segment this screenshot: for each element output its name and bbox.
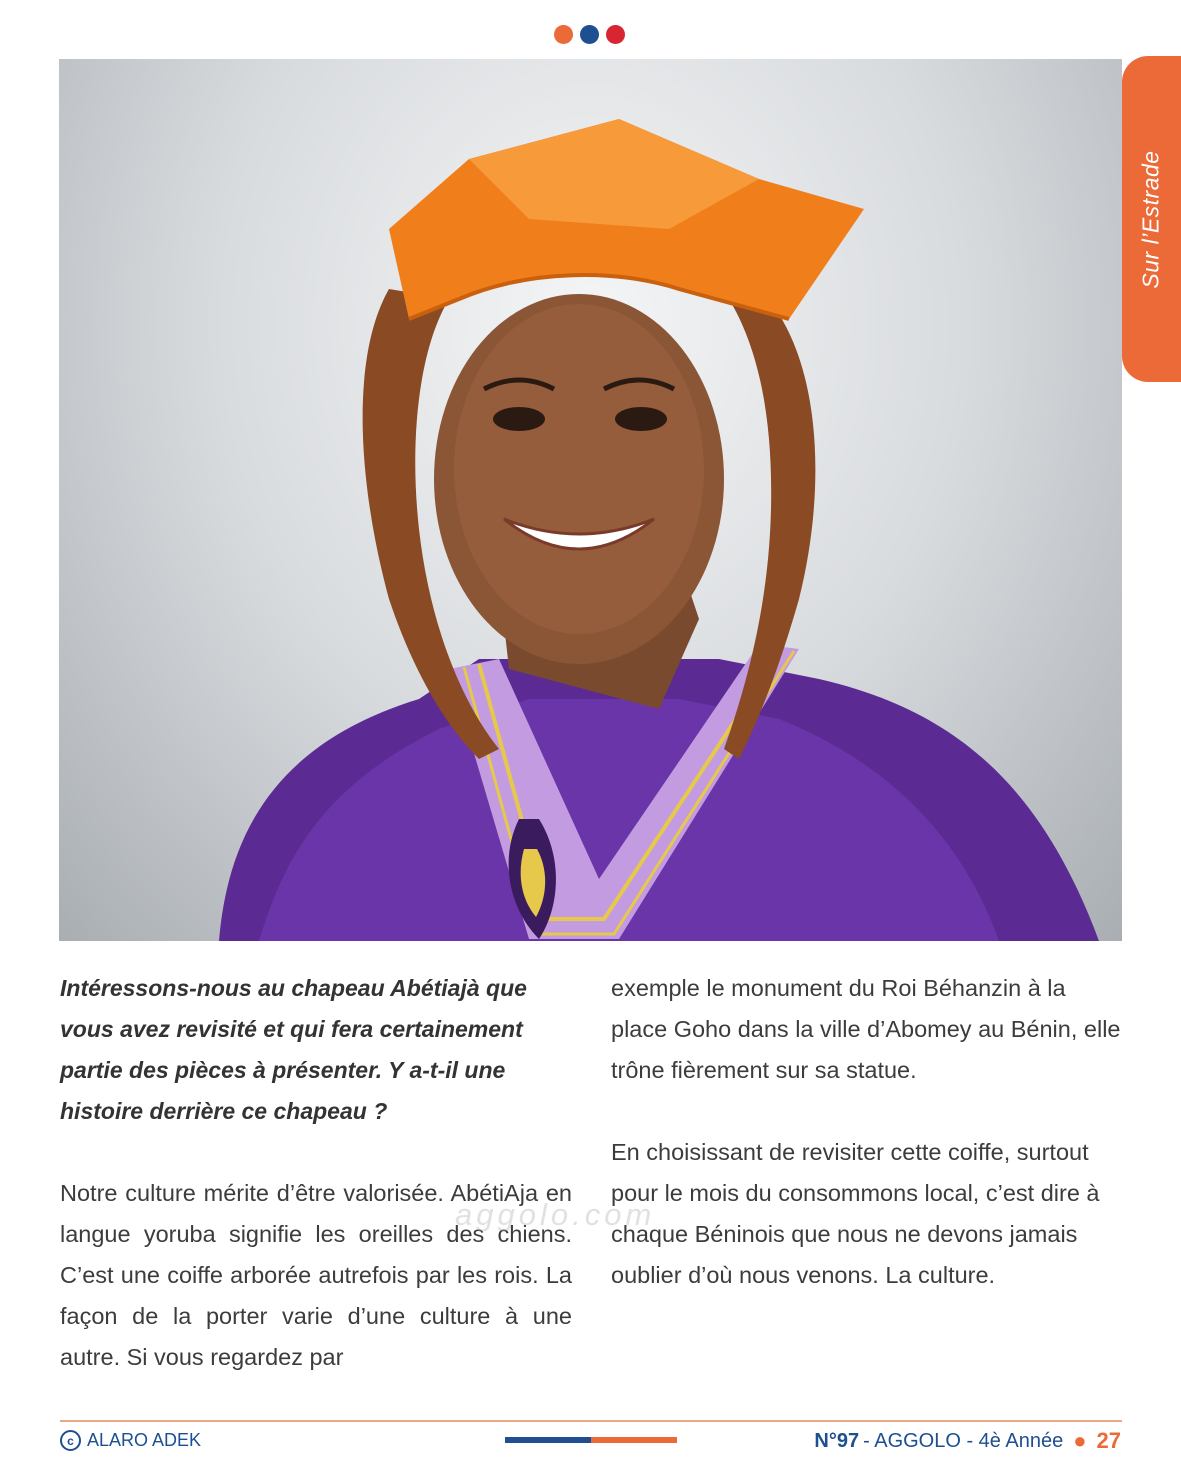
interview-question: Intéressons-nous au chapeau Abétiajà que vous avez revisité et qui fera certainement partie des pièces à présenter. Y a-t-il une histoire derrière ce chapeau ? bbox=[60, 975, 527, 1124]
issue-text: - AGGOLO - 4è Année bbox=[863, 1429, 1064, 1452]
left-column bbox=[60, 968, 572, 1378]
copyright-icon: c bbox=[60, 1430, 81, 1451]
answer-paragraph-3: En choisissant de revisiter cette coiffe, surtout pour le mois du consommons local, c’est dire à chaque Béninois que nous ne devons jamais oublier d’où nous venons. La culture. bbox=[611, 1139, 1100, 1288]
right-column bbox=[611, 968, 1123, 1296]
bullet-icon: ● bbox=[1073, 1428, 1087, 1453]
portrait-illustration bbox=[59, 59, 1122, 941]
footer-bar-orange bbox=[591, 1437, 677, 1443]
footer-bar-blue bbox=[505, 1437, 591, 1443]
credit-name: ALARO ADEK bbox=[87, 1430, 202, 1450]
orange-dot bbox=[554, 25, 573, 44]
portrait-photo bbox=[59, 59, 1122, 941]
issue-info bbox=[814, 1428, 1121, 1454]
answer-paragraph-1: Notre culture mérite d’être valorisée. AbétiAja en langue yoruba signifie les oreilles des chiens. C’est une coiffe arborée autrefois par les rois. La façon de la porter varie d’une culture à une autre. Si vous regardez par bbox=[60, 1180, 572, 1370]
answer-paragraph-2: exemple le monument du Roi Béhanzin à la place Goho dans la ville d’Abomey au Bénin, elle trône fièrement sur sa statue. bbox=[611, 975, 1121, 1083]
section-tab bbox=[1122, 56, 1181, 382]
red-dot bbox=[606, 25, 625, 44]
page-number: 27 bbox=[1096, 1428, 1121, 1453]
section-tab-label: Sur l’Estrade bbox=[1138, 149, 1165, 289]
issue-number: N°97 bbox=[814, 1429, 860, 1452]
photo-credit bbox=[60, 1430, 201, 1451]
blue-dot bbox=[580, 25, 599, 44]
watermark: aggolo.com bbox=[455, 1197, 656, 1232]
header-dots bbox=[554, 25, 625, 44]
footer-divider bbox=[60, 1420, 1122, 1422]
